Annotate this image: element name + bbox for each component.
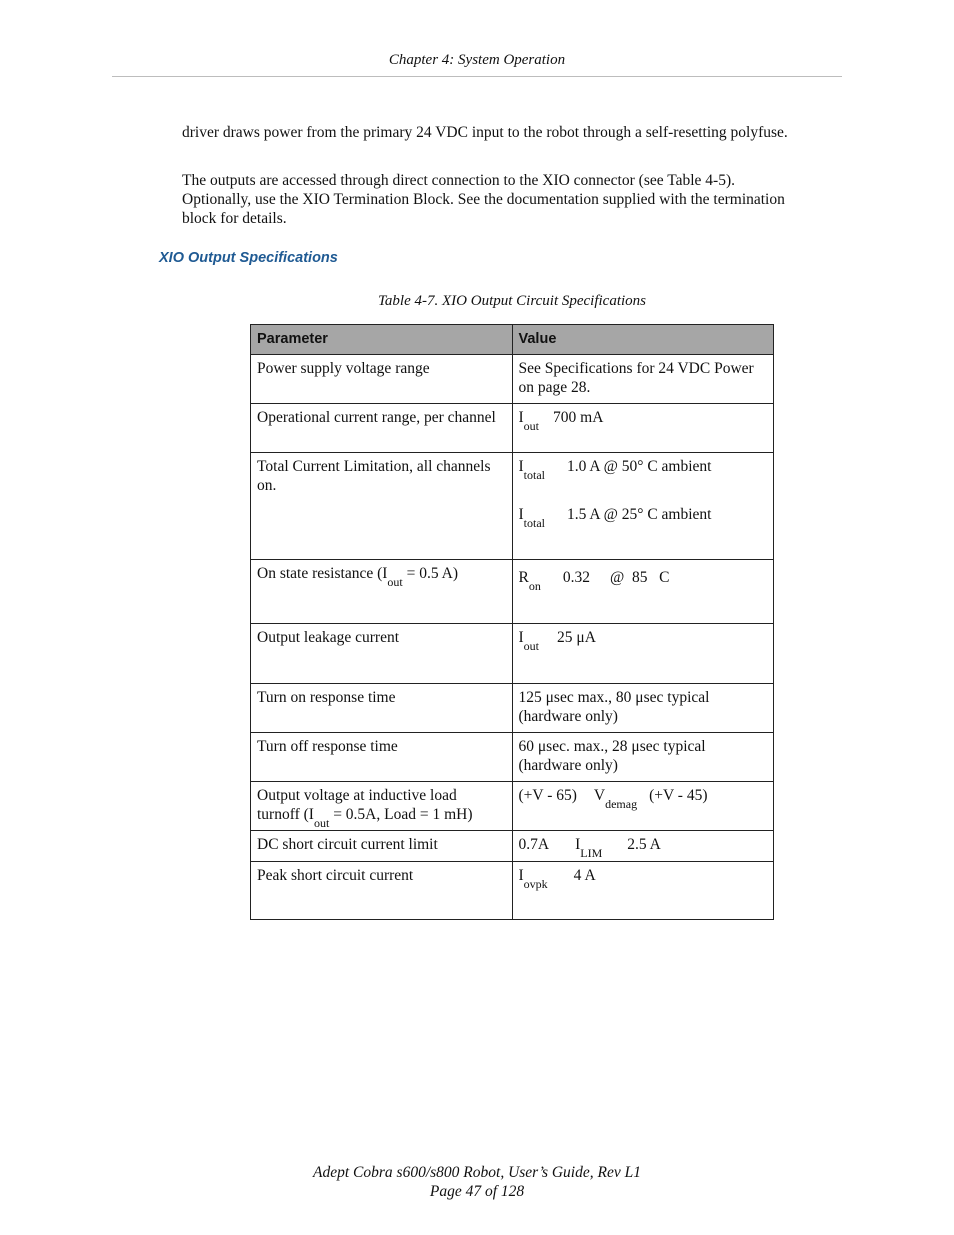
param-cell: Power supply voltage range xyxy=(251,355,513,404)
symbol-subscript: on xyxy=(528,579,541,593)
value-text: 700 mA xyxy=(553,409,604,426)
param-cell: Operational current range, per channel xyxy=(251,404,513,453)
value-line xyxy=(518,457,768,482)
value-text: (+V - 45) xyxy=(649,787,708,804)
value-cell: 60 μsec. max., 28 μsec typical (hardware only) xyxy=(512,733,774,782)
header-rule xyxy=(112,76,842,77)
param-subscript: out xyxy=(387,575,403,589)
symbol-subscript: total xyxy=(523,468,545,482)
symbol-subscript: total xyxy=(523,516,545,530)
param-cell: Turn on response time xyxy=(251,684,513,733)
table-row xyxy=(251,453,774,560)
value-cell: See Specifications for 24 VDC Power on page 28. xyxy=(512,355,774,404)
table-caption: Table 4-7. XIO Output Circuit Specifications xyxy=(377,293,647,309)
param-subscript: out xyxy=(313,816,330,830)
paragraph-polyfuse: driver draws power from the primary 24 VDC input to the robot through a self-resetting polyfuse. xyxy=(182,124,788,141)
symbol: I xyxy=(575,836,581,853)
value-text: 4 A xyxy=(573,867,596,884)
value-text: @ 85 C xyxy=(609,569,670,586)
table-header-row xyxy=(251,325,774,355)
table-row xyxy=(251,733,774,782)
value-text: 1.5 A @ 25° C ambient xyxy=(567,506,712,523)
symbol-subscript: ovpk xyxy=(523,877,548,891)
param-cell: Turn off response time xyxy=(251,733,513,782)
symbol: V xyxy=(593,787,606,804)
symbol: I xyxy=(518,629,524,646)
value-text: 2.5 A xyxy=(627,836,661,853)
footer-page-number: Page 47 of 128 xyxy=(429,1183,525,1200)
value-cell xyxy=(512,404,774,453)
header-value: Value xyxy=(512,325,774,355)
symbol-subscript: out xyxy=(523,639,540,653)
symbol-subscript: out xyxy=(523,419,540,433)
table-row xyxy=(251,624,774,684)
value-text: 1.0 A @ 50° C ambient xyxy=(567,458,712,475)
section-heading: XIO Output Specifications xyxy=(159,250,338,266)
param-text: = 0.5 A) xyxy=(402,565,458,582)
table-row xyxy=(251,404,774,453)
footer-title: Adept Cobra s600/s800 Robot, User’s Guide, Rev L1 xyxy=(313,1164,641,1181)
value-cell xyxy=(512,453,774,560)
symbol: I xyxy=(518,458,524,475)
symbol-subscript: demag xyxy=(605,797,638,811)
param-cell xyxy=(251,782,513,831)
param-cell: Output leakage current xyxy=(251,624,513,684)
paragraph-outputs: The outputs are accessed through direct connection to the XIO connector (see Table 4-5). Optionally, use the XIO Termination Block. See the documentation supplied with the termination block for details. xyxy=(182,172,785,227)
table-row xyxy=(251,684,774,733)
value-cell xyxy=(512,782,774,831)
value-cell xyxy=(512,831,774,862)
param-cell: Peak short circuit current xyxy=(251,862,513,920)
value-text: 0.7A xyxy=(518,836,550,853)
param-cell: Total Current Limitation, all channels on. xyxy=(251,453,513,560)
param-text: = 0.5A, Load = 1 mH) xyxy=(329,806,473,823)
value-text: (+V - 65) xyxy=(518,787,577,804)
table-row xyxy=(251,355,774,404)
value-cell xyxy=(512,862,774,920)
symbol: I xyxy=(518,867,524,884)
table-row xyxy=(251,560,774,624)
param-cell: DC short circuit current limit xyxy=(251,831,513,862)
value-text: 0.32 xyxy=(562,569,590,586)
symbol: R xyxy=(518,569,529,586)
value-text: 25 μA xyxy=(557,629,596,646)
value-line xyxy=(518,505,768,530)
param-text: On state resistance (I xyxy=(257,565,388,582)
value-cell xyxy=(512,560,774,624)
table-row xyxy=(251,831,774,862)
table-row xyxy=(251,782,774,831)
value-cell: 125 μsec max., 80 μsec typical (hardware only) xyxy=(512,684,774,733)
value-cell xyxy=(512,624,774,684)
header-parameter: Parameter xyxy=(251,325,513,355)
param-text: Output voltage at inductive load xyxy=(257,787,457,804)
page-footer xyxy=(0,1163,954,1201)
spec-table xyxy=(250,324,774,920)
symbol-subscript: LIM xyxy=(580,846,603,860)
param-cell xyxy=(251,560,513,624)
symbol: I xyxy=(518,506,524,523)
running-header: Chapter 4: System Operation xyxy=(388,52,566,68)
symbol: I xyxy=(518,409,524,426)
table-row xyxy=(251,862,774,920)
param-text: turnoff (I xyxy=(257,806,314,823)
